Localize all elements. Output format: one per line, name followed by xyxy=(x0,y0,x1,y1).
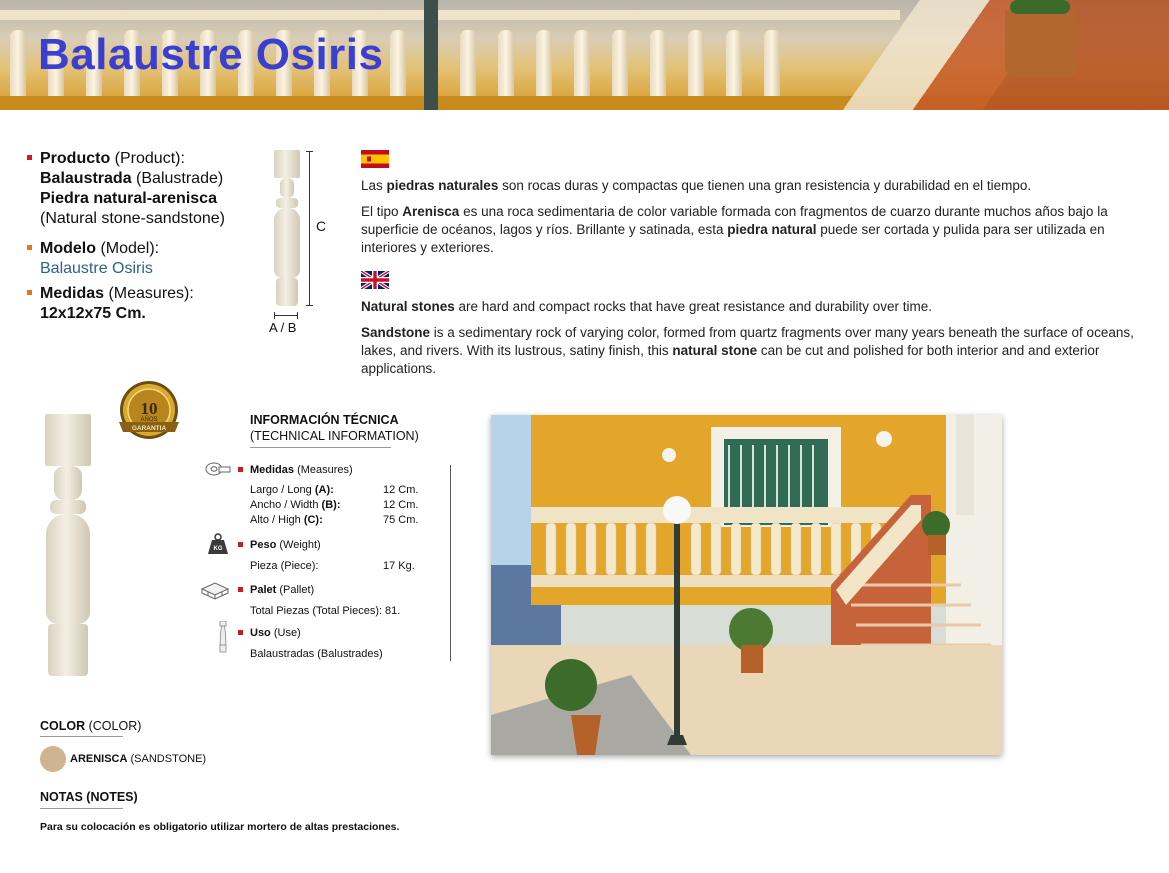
product-stone-en: (Natural stone-sandstone) xyxy=(40,210,225,227)
tech-value-long: 12 Cm. xyxy=(383,484,419,496)
model-value: Balaustre Osiris xyxy=(40,260,153,277)
badge-years: AÑOS xyxy=(140,417,158,423)
spain-flag-icon xyxy=(361,150,389,168)
en-paragraph-1: Natural stones are hard and compact rocks that have great resistance and durability over time. xyxy=(361,299,933,314)
dim-ab-label: A / B xyxy=(269,320,297,335)
product-balustrade: Balaustrada xyxy=(40,170,132,187)
warranty-badge-icon xyxy=(113,380,185,446)
measures-label-en: (Measures): xyxy=(104,285,194,302)
tech-weight-label: Peso (Weight) xyxy=(250,539,321,551)
weight-icon-text: KG xyxy=(213,546,223,552)
color-swatch xyxy=(40,746,66,772)
dim-c-label: C xyxy=(316,218,327,234)
page-title: Balaustre Osiris xyxy=(38,30,384,79)
model-label-en: (Model): xyxy=(96,240,160,257)
color-name: ARENISCA (SANDSTONE) xyxy=(70,753,207,765)
model-label: Modelo xyxy=(40,240,96,257)
tech-row-long: Largo / Long (A): xyxy=(250,484,334,496)
tech-row-width: Ancho / Width (B): xyxy=(250,499,341,511)
uk-flag-icon xyxy=(361,271,389,289)
installation-photo xyxy=(491,415,1002,755)
notes-text: Para su colocación es obligatorio utilizar mortero de altas prestaciones. xyxy=(40,821,400,833)
balustre-dimension-drawing xyxy=(268,150,328,340)
tech-divider xyxy=(450,465,451,661)
balustrade-use-icon xyxy=(218,621,228,653)
tech-use-value: Balaustradas (Balustrades) xyxy=(250,648,383,660)
tape-measure-icon xyxy=(205,462,231,476)
tech-value-high: 75 Cm. xyxy=(383,514,419,526)
es-paragraph-2: El tipo Arenisca es una roca sedimentaria de color variable formada con fragmentos de cuarzo durante muchos años bajo la superficie de océanos, lagos y ríos. Brillante y satinada, esta piedra natural puede ser cortada y pulida para ser utilizada en interiores y exteriores. xyxy=(361,204,1108,255)
weight-icon xyxy=(207,533,229,555)
balustre-product-image xyxy=(40,414,100,679)
tech-info-subtitle: (TECHNICAL INFORMATION) xyxy=(250,429,419,443)
tech-total-value: 81. xyxy=(385,605,401,617)
tech-title-underline xyxy=(250,447,391,448)
tech-piece-label: Pieza (Piece): xyxy=(250,560,319,572)
tech-piece-value: 17 Kg. xyxy=(383,560,415,572)
tech-info-title: INFORMACIÓN TÉCNICA xyxy=(250,413,399,427)
product-stone: Piedra natural-arenisca xyxy=(40,190,217,207)
tech-value-width: 12 Cm. xyxy=(383,499,419,511)
en-paragraph-2: Sandstone is a sedimentary rock of varying color, formed from quartz fragments over many years beneath the surface of oceans, lakes, and rivers. With its lustrous, satiny finish, this natural stone can be cut and polished for both interior and and exterior applications. xyxy=(361,325,1134,376)
tech-row-high: Alto / High (C): xyxy=(250,514,323,526)
badge-number: 10 xyxy=(140,399,158,418)
tech-use-label: Uso (Use) xyxy=(250,627,301,639)
notes-title-underline xyxy=(40,808,123,809)
product-label-en: (Product): xyxy=(110,150,185,167)
product-balustrade-en: (Balustrade) xyxy=(131,170,224,187)
pallet-icon xyxy=(200,580,230,600)
tech-pallet-label: Palet (Pallet) xyxy=(250,584,315,596)
tech-measures-label: Medidas (Measures) xyxy=(250,464,353,476)
tech-total-label: Total Piezas (Total Pieces): xyxy=(250,605,383,617)
notes-title: NOTAS (NOTES) xyxy=(40,790,138,804)
color-title-underline xyxy=(40,736,123,737)
es-paragraph-1: Las piedras naturales son rocas duras y compactas que tienen una gran resistencia y durabilidad en el tiempo. xyxy=(361,178,1032,193)
measures-value: 12x12x75 Cm. xyxy=(40,305,146,322)
badge-guarantee: GARANTIA xyxy=(131,425,167,432)
color-title: COLOR (COLOR) xyxy=(40,719,142,733)
measures-label: Medidas xyxy=(40,285,105,302)
product-label: Producto xyxy=(40,150,111,167)
